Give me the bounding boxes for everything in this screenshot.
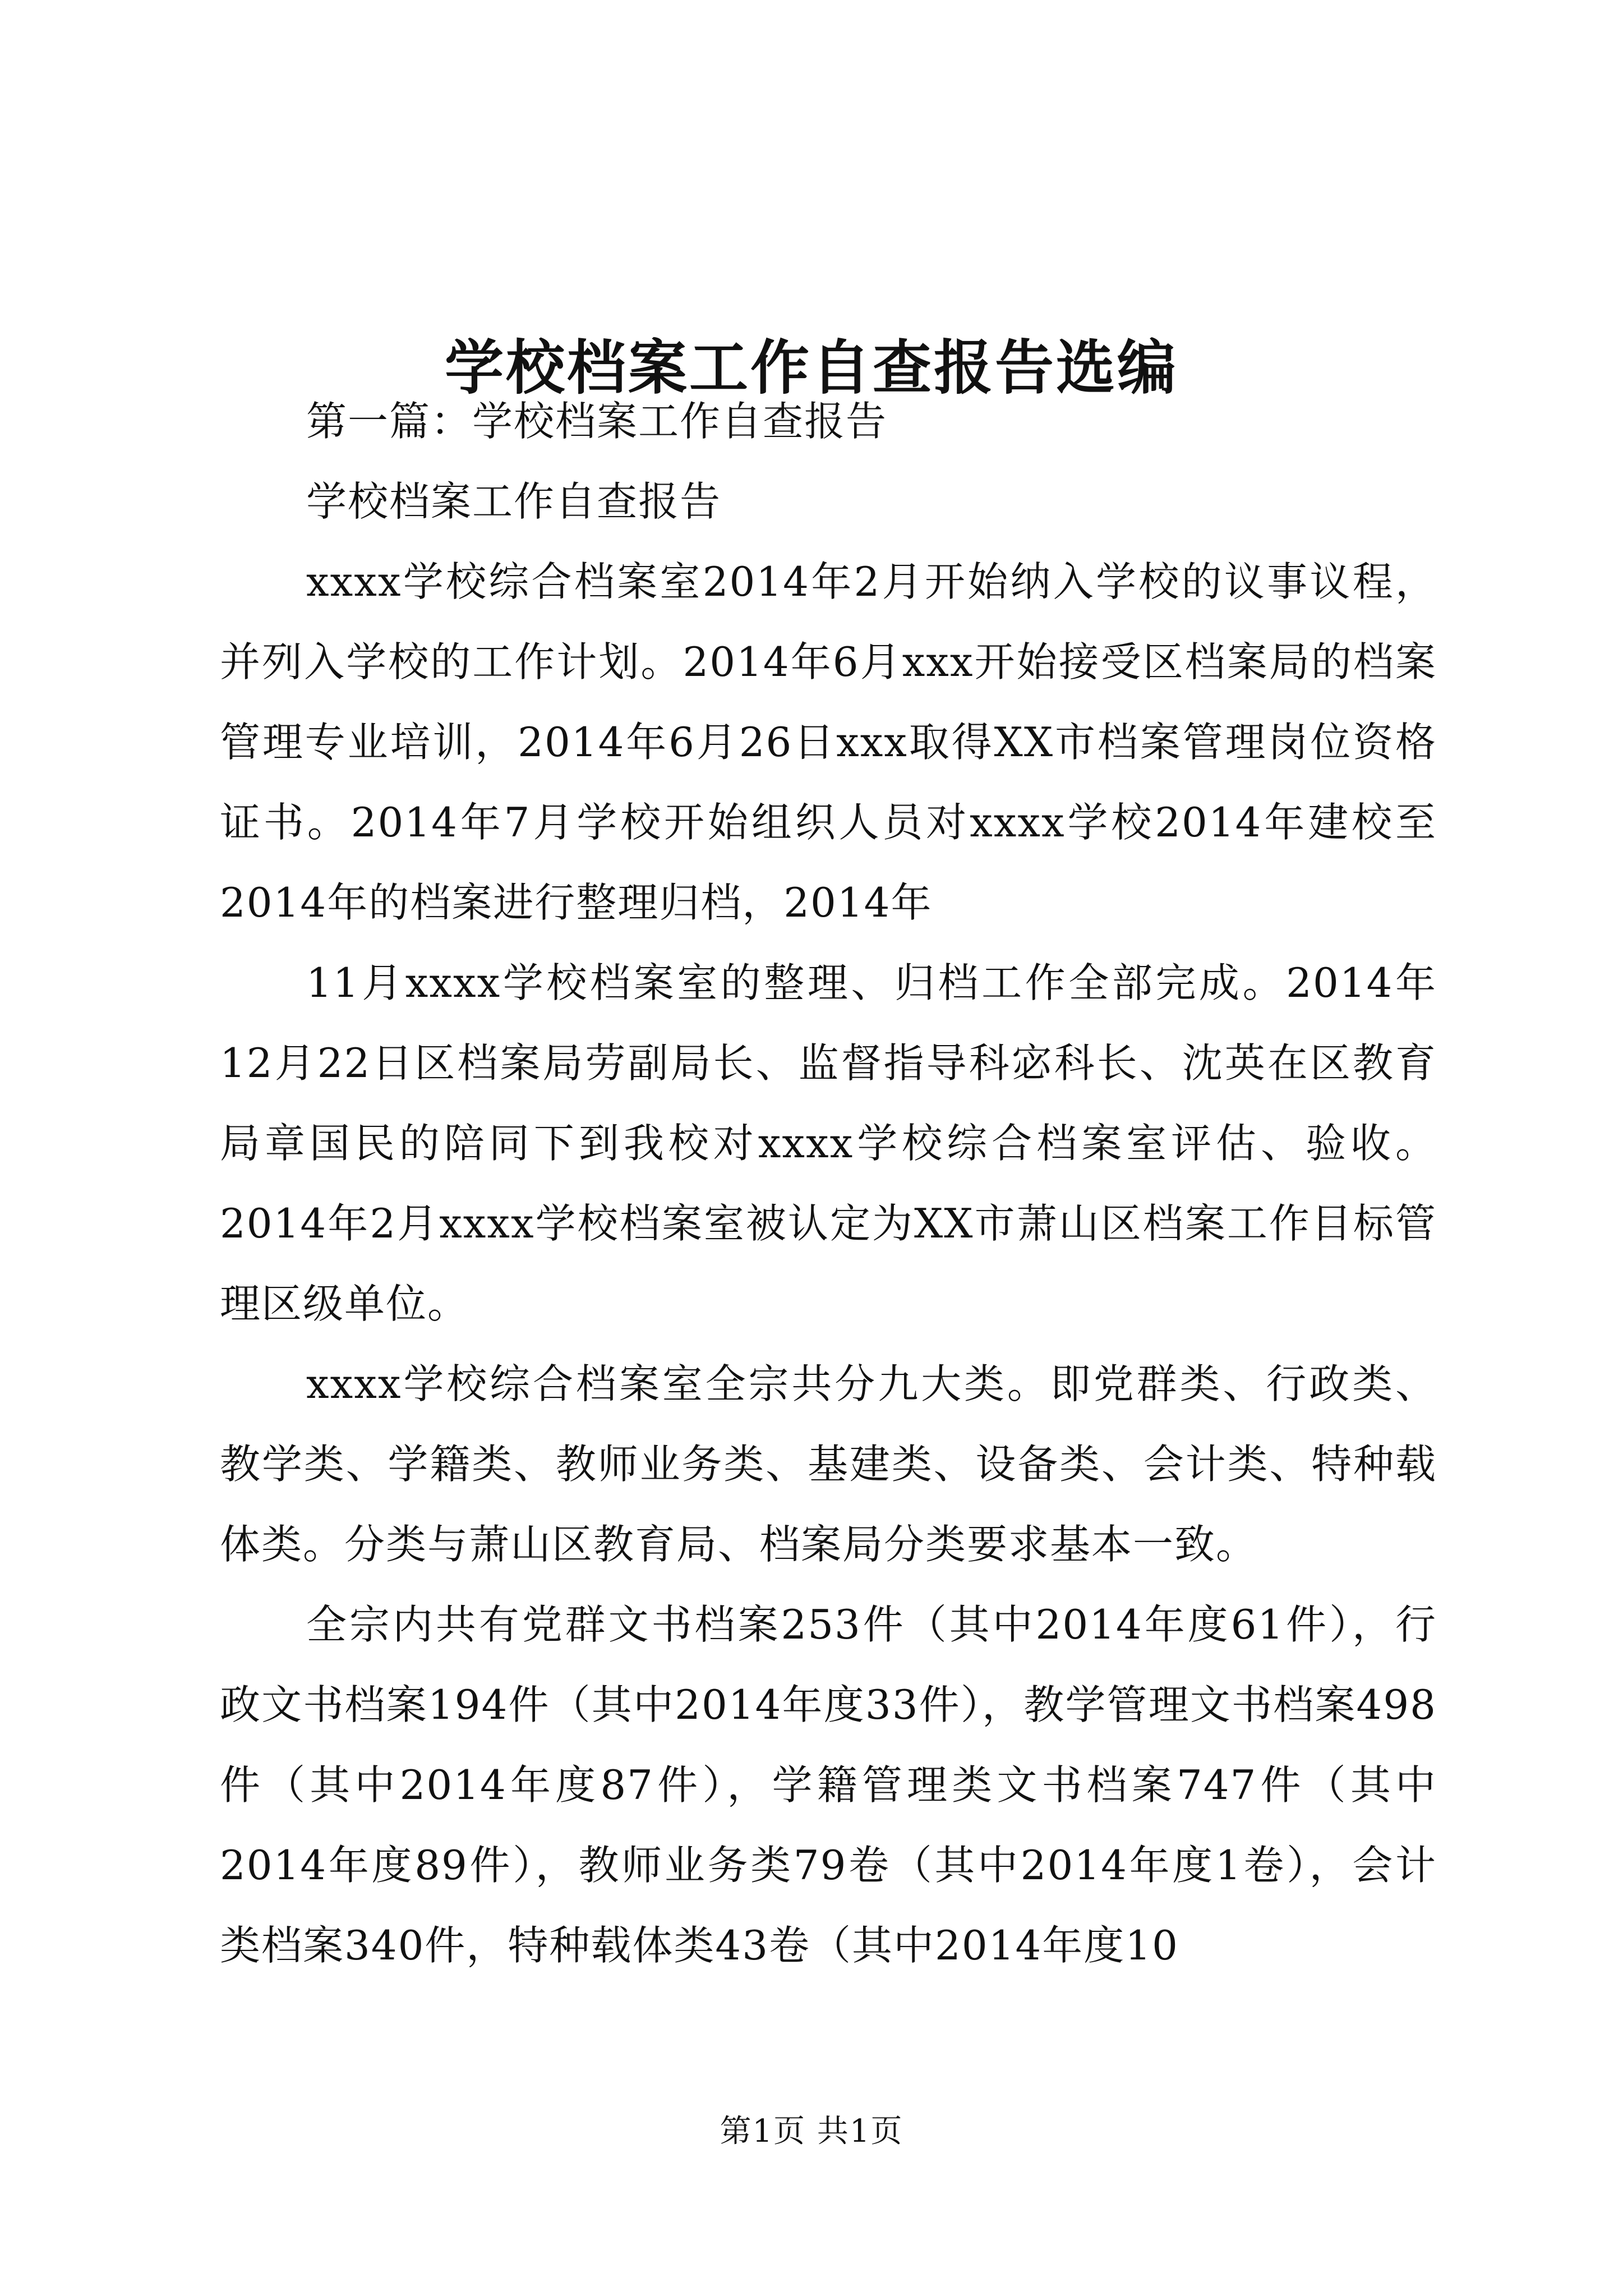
paragraph: 全宗内共有党群文书档案253件（其中2014年度61件），行政文书档案194件（其中2014年度33件），教学管理文书档案498件（其中2014年度87件），学籍管理类文书档案747件（其中2014年度89件），教师业务类79卷（其中2014年度1卷），会计类档案340件，特种载体类43卷（其中2014年度10 — [220, 1601, 1437, 1969]
report-subtitle: 学校档案工作自查报告 — [306, 478, 722, 525]
paragraph: xxxx学校综合档案室2014年2月开始纳入学校的议事议程，并列入学校的工作计划。2014年6月xxx开始接受区档案局的档案管理专业培训，2014年6月26日xxx取得XX市档案管理岗位资格证书。2014年7月学校开始组织人员对xxxx学校2014年建校至2014年的档案进行整理归档，2014年 — [220, 558, 1437, 926]
paragraph: xxxx学校综合档案室全宗共分九大类。即党群类、行政类、教学类、学籍类、教师业务类、基建类、设备类、会计类、特种载体类。分类与萧山区教育局、档案局分类要求基本一致。 — [220, 1360, 1437, 1568]
section-heading: 第一篇：学校档案工作自查报告 — [306, 398, 888, 445]
page-footer: 第1页 共1页 — [720, 2113, 903, 2150]
paragraph: 11月xxxx学校档案室的整理、归档工作全部完成。2014年12月22日区档案局劳副局长、监督指导科宓科长、沈英在区教育局章国民的陪同下到我校对xxxx学校综合档案室评估、验收。2014年2月xxxx学校档案室被认定为XX市萧山区档案工作目标管理区级单位。 — [220, 959, 1437, 1327]
document-title: 学校档案工作自查报告选编 — [444, 333, 1178, 403]
document-body — [220, 381, 1437, 1986]
